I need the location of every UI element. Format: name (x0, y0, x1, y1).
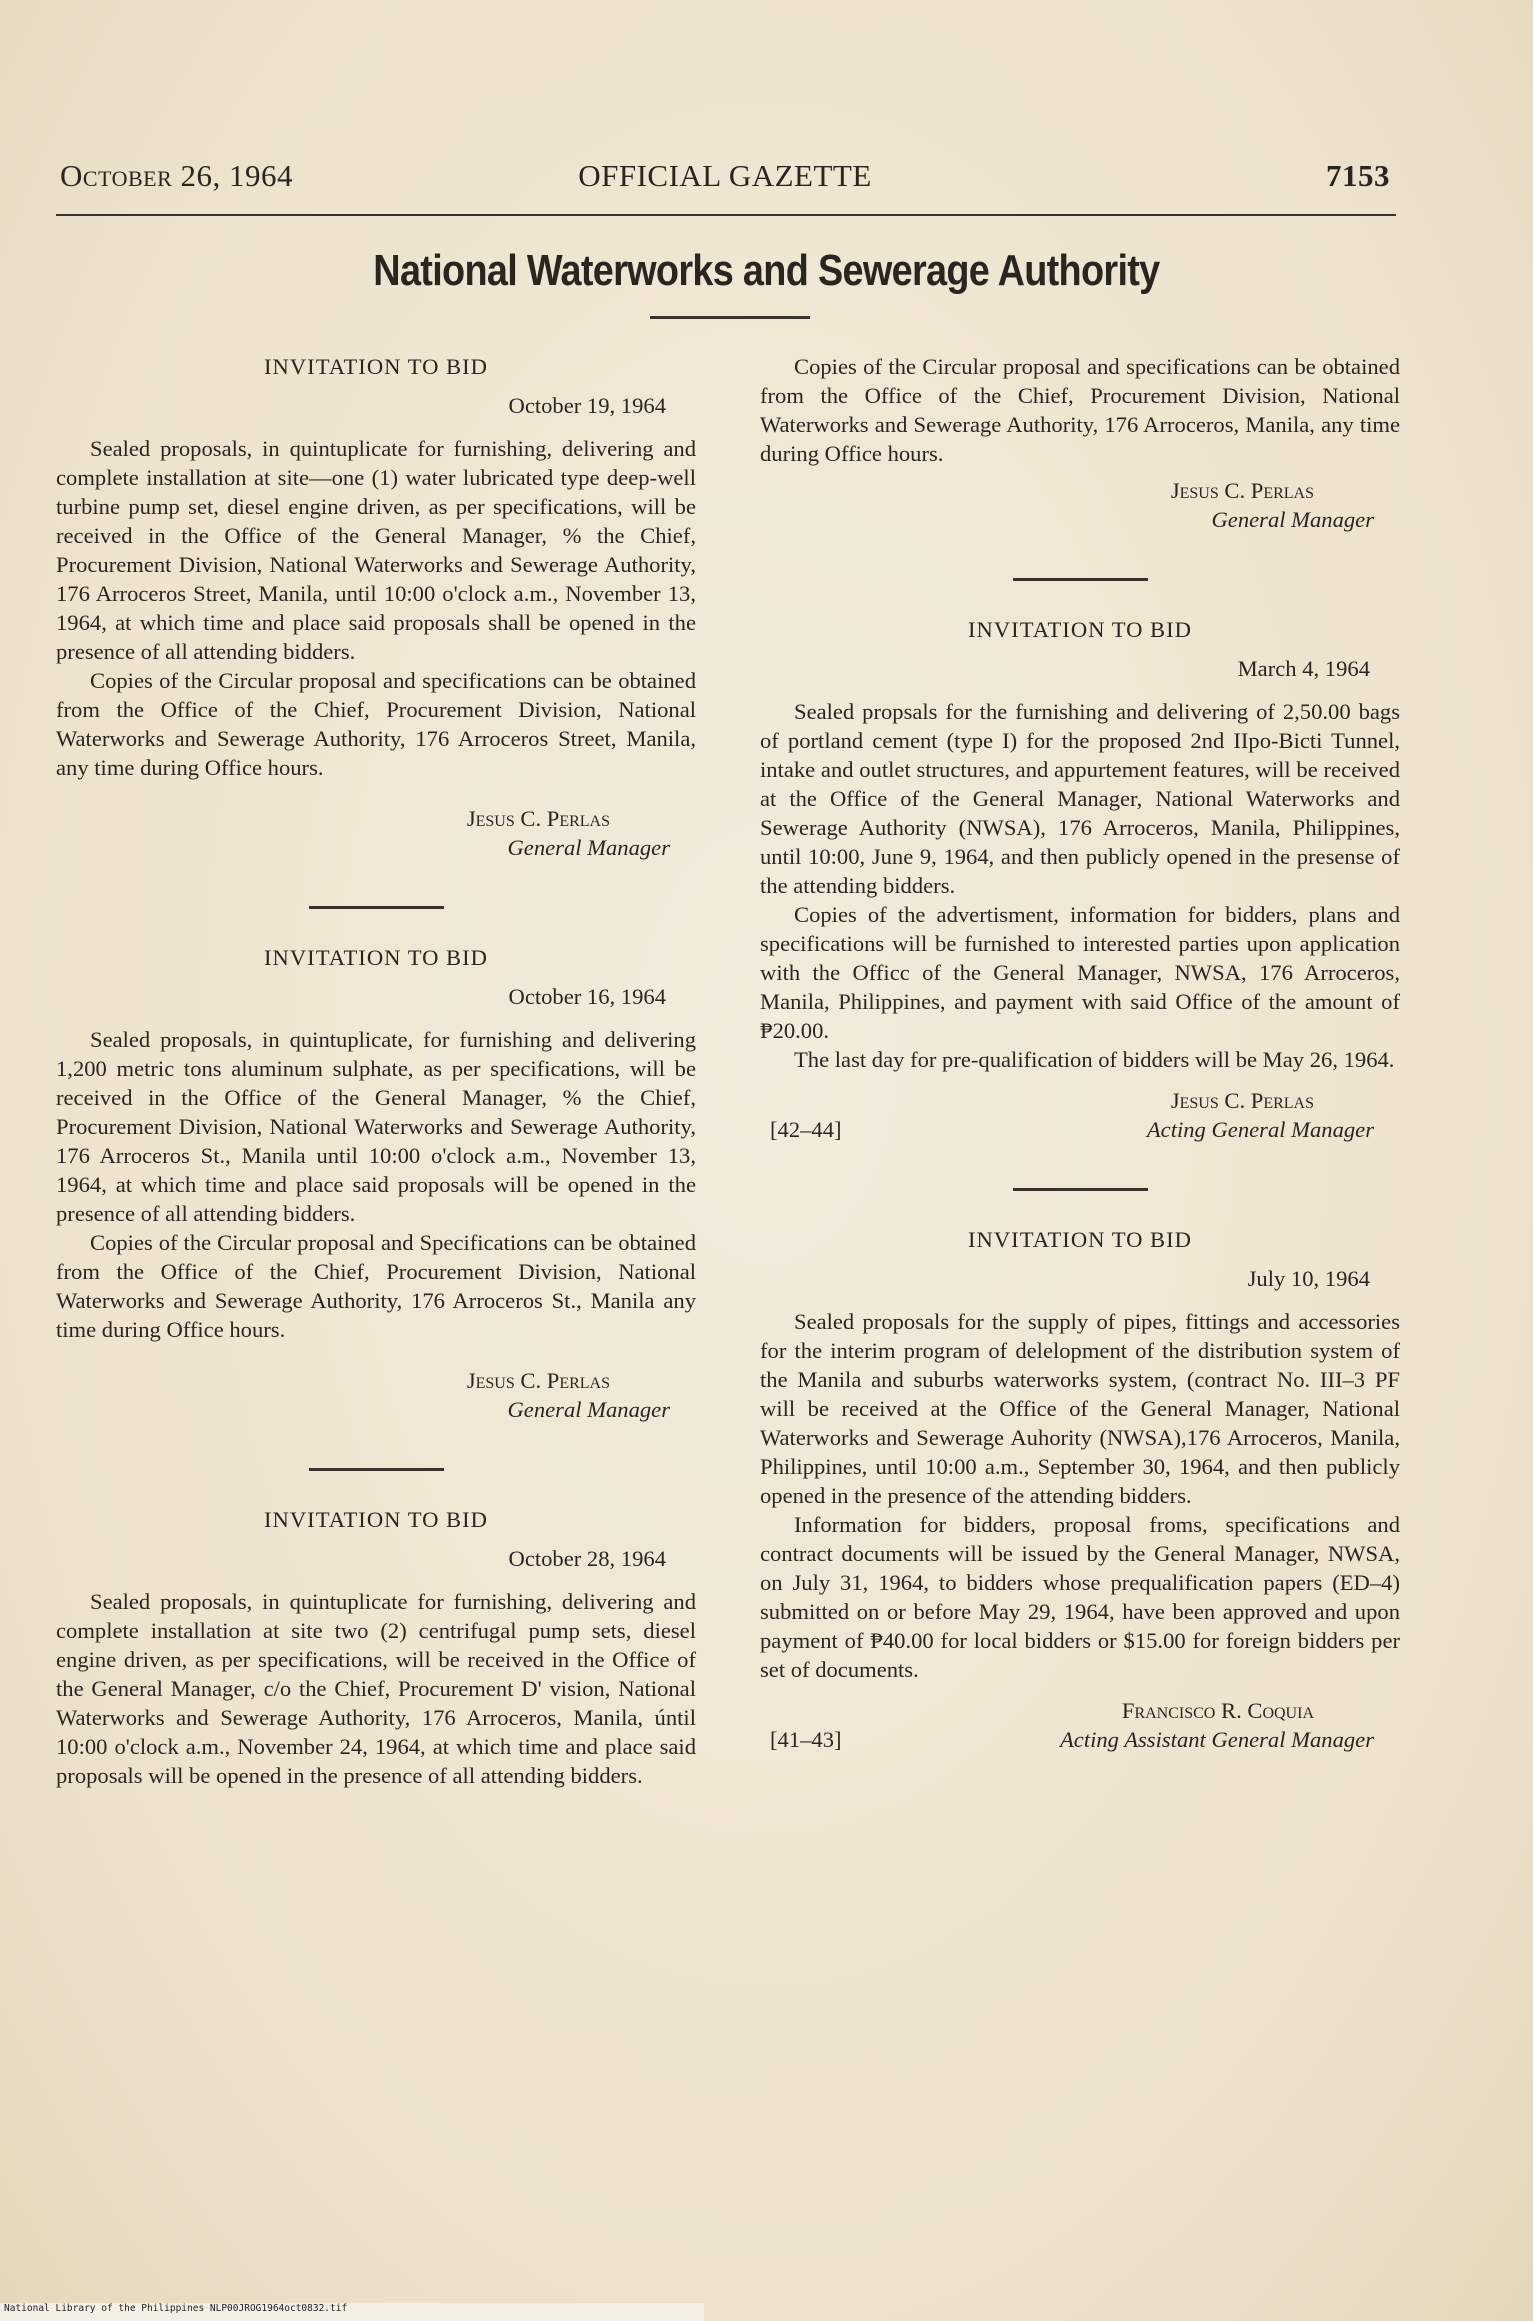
notice-paragraph: Copies of the Circular proposal and specifications can be obtained from the Office of the Chief, Procurement Division, National Waterworks and Sewerage Authority, 176 Arroceros, Manila, any time during Office hours. (760, 354, 1400, 466)
section-separator (309, 906, 444, 909)
signer-role: General Manager (507, 1397, 670, 1422)
notice-title: INVITATION TO BID (968, 617, 1192, 642)
signer-name: Francisco R. Coquia (1121, 1698, 1314, 1723)
notice-date: July 10, 1964 (1247, 1266, 1370, 1291)
signer-role: General Manager (1211, 507, 1374, 532)
notice-date: March 4, 1964 (1237, 656, 1370, 681)
notice-date: October 28, 1964 (508, 1546, 666, 1571)
notice-title: INVITATION TO BID (264, 1507, 488, 1532)
notice-paragraph: The last day for pre-qualification of bidders will be May 26, 1964. (794, 1047, 1395, 1072)
signer (1147, 1086, 1374, 1144)
signer-name: Jesus C. Perlas (466, 1368, 610, 1393)
signer-role: General Manager (507, 835, 670, 860)
signature-block (56, 1366, 696, 1424)
notice-paragraph: Copies of the Circular proposal and specifications can be obtained from the Office of the Chief, Procurement Division, National Waterworks and Sewerage Authority, 176 Arroceros Street, Manila, any time during Office hours. (56, 668, 696, 780)
notice-paragraph: Sealed proposals, in quintuplicate for furnishing, delivering and complete installation at site—one (1) water lubricated type deep-well turbine pump set, diesel engine driven, as per specifications, will be received in the Office of the General Manager, % the Chief, Procurement Division, National Waterworks and Sewerage Authority, 176 Arroceros Street, Manila, until 10:00 o'clock a.m., November 13, 1964, at which time and place said proposals shall be opened in the presence of all attending bidders. (56, 436, 696, 664)
page-number: 7153 (1326, 158, 1390, 193)
notice-paragraph: Sealed proposals, in quintuplicate, for furnishing and delivering 1,200 metric tons aluminum sulphate, as per specifications, will be received in the Office of the General Manager, % the Chief, Procurement Division, National Waterworks and Sewerage Authority, 176 Arroceros St., Manila until 10:00 o'clock a.m., November 13, 1964, at which time and place said proposals will be opened in the presence of all attending bidders. (56, 1027, 696, 1226)
section-separator (1013, 578, 1148, 581)
signer (1060, 1696, 1374, 1754)
notice-paragraph: Sealed propsals for the furnishing and delivering of 2,50.00 bags of portland cement (type I) for the proposed 2nd IIpo-Bicti Tunnel, intake and outlet structures, and appurtement features, will be received at the Office of the General Manager, National Waterworks and Sewerage Authority (NWSA), 176 Arroceros, Manila, Philippines, until 10:00, June 9, 1964, and then publicly opened in the presense of the attending bidders. (760, 699, 1400, 898)
signer-name: Jesus C. Perlas (1170, 478, 1314, 503)
notice-oct19 (56, 352, 696, 862)
signature-block (760, 1086, 1400, 1144)
signature-block (760, 1696, 1400, 1754)
notice-title: INVITATION TO BID (968, 1227, 1192, 1252)
notice-oct16 (56, 943, 696, 1424)
agency-rule (650, 316, 810, 319)
notice-paragraph: Sealed proposals for the supply of pipes, fittings and accessories for the interim program of delelopment of the distribution system of the Manila and suburbs waterworks system, (contract No. III–3 PF will be received at the Office of the General Manager, National Waterworks and Sewerage Auhority (NWSA),176 Arroceros, Manila, Philippines, until 10:00 a.m., September 30, 1964, and then publicly opened in the presence of the attending bidders. (760, 1309, 1400, 1508)
notice-paragraph: Sealed proposals, in quintuplicate for furnishing, delivering and complete installation at site two (2) centrifugal pump sets, diesel engine driven, as per specifications, will be received in the Office of the General Manager, c/o the Chief, Procurement D' vision, National Waterworks and Sewerage Authority, 176 Arroceros, Manila, úntil 10:00 o'clock a.m., November 24, 1964, at which time and place said proposals will be opened in the presence of all attending bidders. (56, 1589, 696, 1788)
notice-oct28 (56, 1505, 696, 1790)
notice-code: [42–44] (770, 1117, 842, 1142)
notice-jul10 (760, 1225, 1400, 1754)
notice-paragraph: Copies of the Circular proposal and Specifications can be obtained from the Office of the Chief, Procurement Division, National Waterworks and Sewerage Authority, 176 Arroceros St., Manila any time during Office hours. (56, 1230, 696, 1342)
header-date: October 26, 1964 (60, 158, 294, 193)
header-rule (56, 214, 1396, 216)
notice-title: INVITATION TO BID (264, 945, 488, 970)
notice-paragraph: Information for bidders, proposal froms, specifications and contract documents will be issued by the General Manager, NWSA, on July 31, 1964, to bidders whose prequalification papers (ED–4) submitted on or before May 29, 1964, have been approved and upon payment of ₱40.00 for local bidders or $15.00 for foreign bidders per set of documents. (760, 1512, 1400, 1682)
section-separator (309, 1468, 444, 1471)
scan-footer: National Library of the Philippines NLP00JROG1964oct0832.tif (0, 2303, 704, 2321)
notice-paragraph: Copies of the advertisment, information for bidders, plans and specifications will be furnished to interested parties upon application with the Officc of the General Manager, NWSA, 176 Arroceros, Manila, Philippines, and payment with said Office of the amount of ₱20.00. (760, 902, 1400, 1043)
notice-mar4 (760, 615, 1400, 1144)
notice-date: October 16, 1964 (508, 984, 666, 1009)
signer-name: Jesus C. Perlas (1170, 1088, 1314, 1113)
signer-name: Jesus C. Perlas (466, 806, 610, 831)
signer-role: Acting Assistant General Manager (1060, 1727, 1374, 1752)
right-column (760, 352, 1400, 1754)
notice-continuation (760, 352, 1400, 534)
signature-block (760, 476, 1400, 534)
notice-title: INVITATION TO BID (264, 354, 488, 379)
signature-block (56, 804, 696, 862)
notice-date: October 19, 1964 (508, 393, 666, 418)
section-separator (1013, 1188, 1148, 1191)
left-column (56, 352, 696, 1790)
page-header (60, 158, 1390, 198)
agency-title: National Waterworks and Sewerage Authority (373, 246, 1160, 295)
notice-code: [41–43] (770, 1727, 842, 1752)
signer-role: Acting General Manager (1146, 1117, 1374, 1142)
header-title: OFFICIAL GAZETTE (578, 158, 872, 193)
